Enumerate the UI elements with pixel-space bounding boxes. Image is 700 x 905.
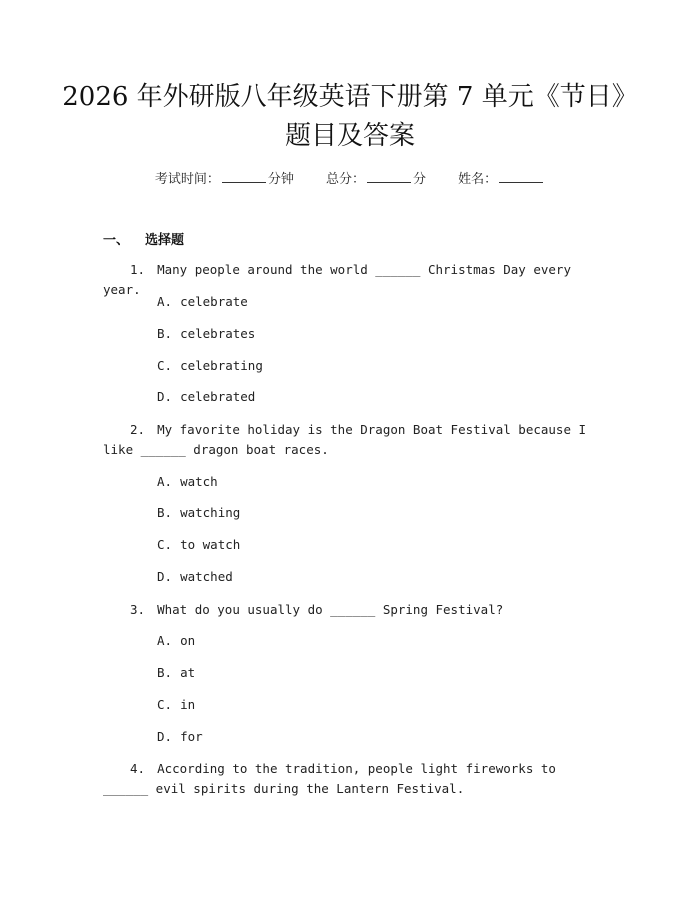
name-label: 姓名： [458,172,498,187]
option-text: for [180,729,203,744]
option-1-b [157,326,255,341]
option-1-a [157,294,248,309]
score-label: 总分： [325,172,365,187]
option-3-d [157,729,203,744]
option-text: in [180,697,196,712]
option-letter: C. [157,697,173,712]
question-text: What do you usually do ______ Spring Festival? [157,602,504,617]
option-2-a [157,474,218,489]
option-letter: A. [157,474,173,489]
option-text: celebrates [180,326,256,341]
option-2-c [157,537,240,552]
option-text: watch [180,474,218,489]
time-label: 考试时间： [154,172,220,187]
name-blank [499,170,543,183]
option-text: celebrating [180,358,263,373]
score-blank [367,170,411,183]
option-letter: A. [157,294,173,309]
exam-info-line [0,168,700,187]
option-3-a [157,633,195,648]
question-2 [103,420,593,460]
option-letter: A. [157,633,173,648]
question-text: My favorite holiday is the Dragon Boat Festival because I like ______ dragon boat races. [103,422,587,457]
student-name [458,172,545,187]
option-text: celebrated [180,389,256,404]
option-letter: B. [157,326,173,341]
question-number: 4. [130,761,146,776]
exam-time [155,172,298,187]
question-4 [103,759,593,799]
page-title: 2026 年外研版八年级英语下册第 7 单元《节日》题目及答案 [62,82,638,151]
option-letter: C. [157,537,173,552]
section-heading [103,229,184,248]
section-title: 选择题 [145,233,185,248]
question-text: According to the tradition, people light fireworks to ______ evil spirits during the Lantern Festival. [103,761,556,796]
option-text: to watch [180,537,241,552]
option-letter: B. [157,665,173,680]
question-number: 3. [130,602,146,617]
option-text: watched [180,569,233,584]
option-1-c [157,358,263,373]
option-letter: B. [157,505,173,520]
question-3 [103,600,593,620]
option-3-b [157,665,195,680]
option-2-b [157,505,240,520]
option-letter: D. [157,729,173,744]
option-text: celebrate [180,294,248,309]
question-number: 2. [130,422,146,437]
option-letter: D. [157,389,173,404]
question-number: 1. [130,262,146,277]
option-letter: D. [157,569,173,584]
time-blank [222,170,266,183]
option-text: on [180,633,196,648]
section-number: 一、 [103,233,130,248]
option-3-c [157,697,195,712]
option-text: at [180,665,196,680]
total-score [326,172,430,187]
option-1-d [157,389,255,404]
time-unit: 分钟 [267,172,294,187]
option-letter: C. [157,358,173,373]
option-2-d [157,569,233,584]
score-unit: 分 [413,172,427,187]
option-text: watching [180,505,241,520]
question-text: Many people around the world ______ Christmas Day every year. [103,262,571,297]
